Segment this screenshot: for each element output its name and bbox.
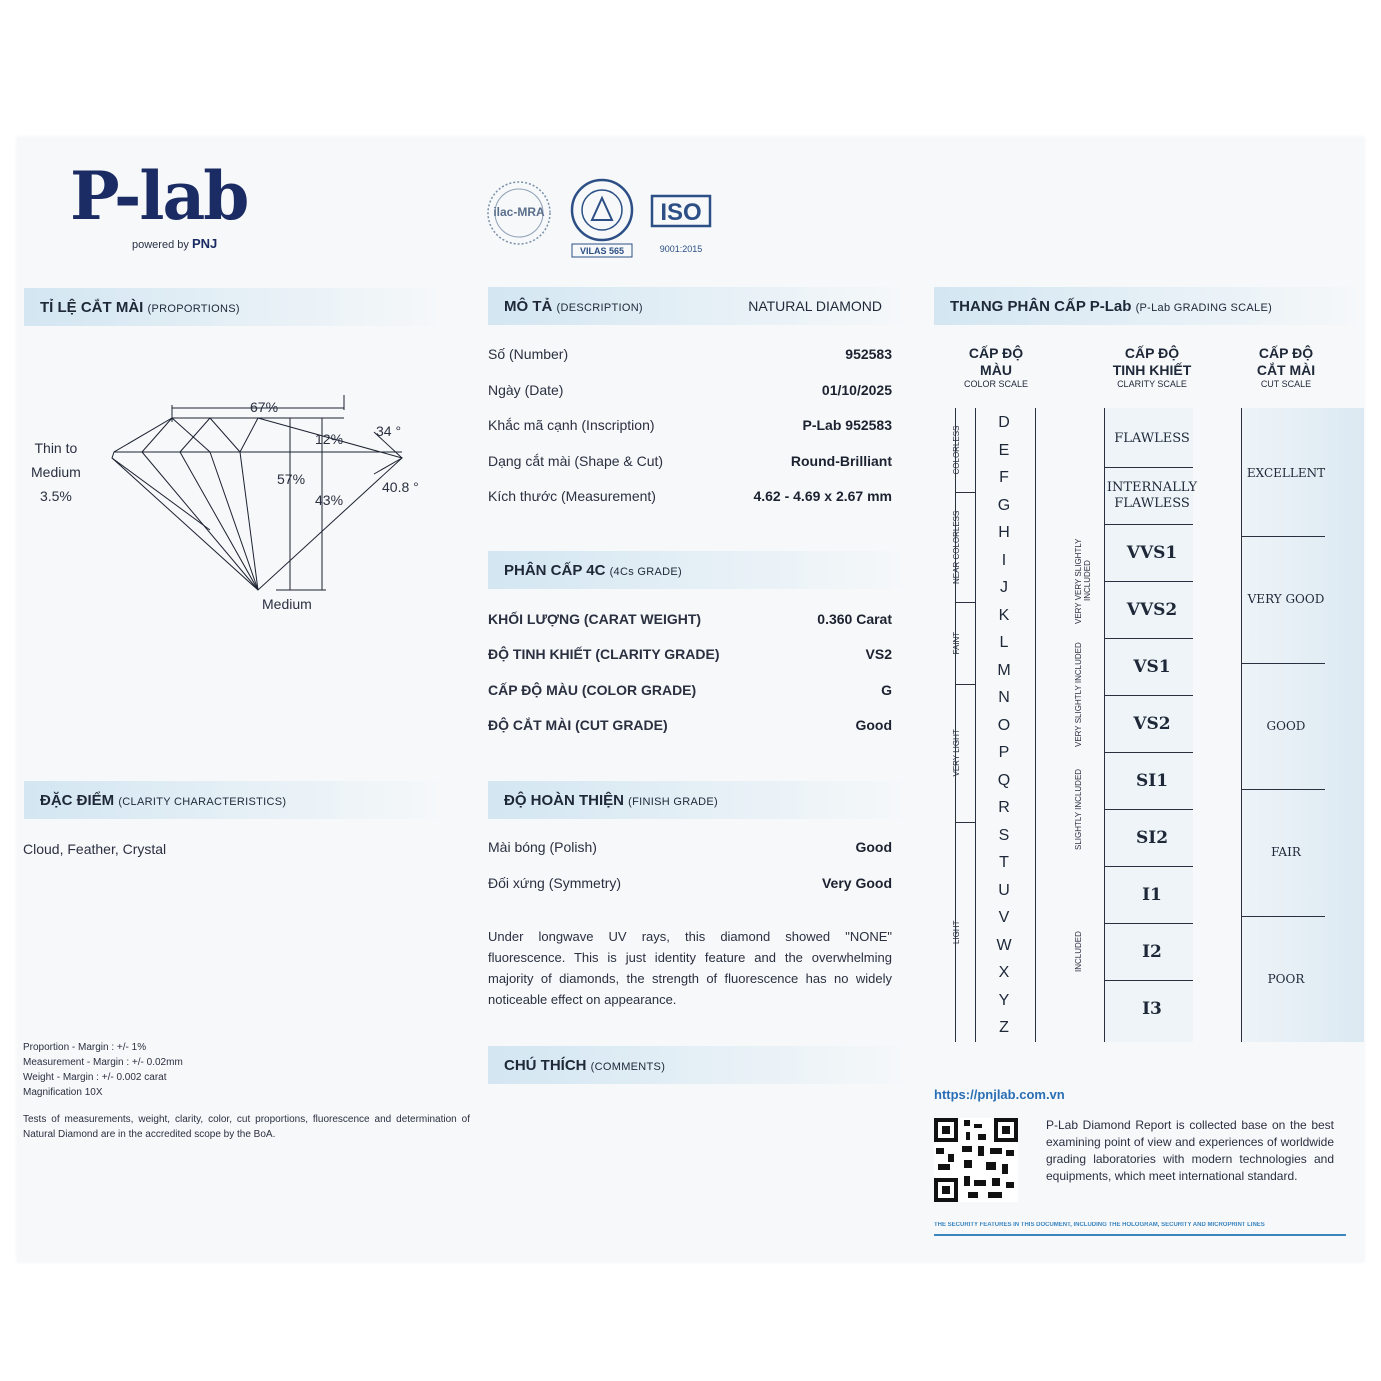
color-letter-l: L bbox=[999, 634, 1009, 651]
color-letter-h: H bbox=[998, 524, 1010, 541]
clarity-grade-row: ĐỘ TINH KHIẾT (CLARITY GRADE) VS2 bbox=[488, 646, 892, 662]
accreditation-scope: Tests of measurements, weight, clarity, color, cut proportions, fluorescence and determination of Natural Diamond are in the accredited scope by the BoA. bbox=[23, 1114, 470, 1140]
color-group-divider bbox=[955, 492, 975, 493]
crown-angle: 34 ° bbox=[376, 423, 402, 439]
color-group-label: NEAR COLORLESS bbox=[952, 509, 961, 584]
color-letter-m: M bbox=[997, 661, 1011, 679]
seal-ilac-text: ilac-MRA bbox=[493, 205, 545, 219]
color-grade-row: CẤP ĐỘ MÀU (COLOR GRADE) G bbox=[488, 682, 892, 698]
clarity-divider bbox=[1105, 752, 1193, 753]
color-group-divider bbox=[955, 602, 975, 603]
iso-badge-icon bbox=[650, 194, 714, 256]
clarity-group-label: VERY VERY SLIGHTLY INCLUDED bbox=[1074, 538, 1092, 624]
cut-divider bbox=[1241, 916, 1325, 917]
clarity-characteristics-value: Cloud, Feather, Crystal bbox=[23, 841, 167, 857]
iso-text: ISO bbox=[660, 199, 702, 226]
cut-grade-poor: POOR bbox=[1267, 971, 1305, 986]
clarity-divider bbox=[1105, 923, 1193, 924]
clarity-divider bbox=[1105, 695, 1193, 696]
clarity-grade-vvs2: VVS2 bbox=[1126, 599, 1178, 620]
finish-header: ĐỘ HOÀN THIỆN (FINISH GRADE) bbox=[488, 781, 908, 819]
color-letter-j: J bbox=[1000, 579, 1008, 596]
clarity-group-label: INCLUDED bbox=[1074, 931, 1083, 972]
cut-grade-very-good: VERY GOOD bbox=[1247, 592, 1325, 607]
clarity-divider bbox=[1105, 467, 1193, 468]
shape-cut-row: Dạng cắt mài (Shape & Cut) Round-Brilliant bbox=[488, 453, 892, 469]
pavilion-percent: 43% bbox=[315, 492, 344, 508]
cut-divider bbox=[1241, 789, 1325, 790]
grading-scale-header: THANG PHÂN CẤP P-Lab (P-Lab GRADING SCALE) bbox=[934, 287, 1364, 325]
grade-4c-header: PHÂN CẤP 4C (4Cs GRADE) bbox=[488, 551, 908, 589]
color-letter-z: Z bbox=[999, 1019, 1009, 1036]
date-row: Ngày (Date) 01/10/2025 bbox=[488, 382, 892, 398]
clarity-divider bbox=[1105, 524, 1193, 525]
color-letter-i: I bbox=[1001, 551, 1007, 569]
color-group-label: COLORLESS bbox=[952, 425, 961, 475]
polish-row: Mài bóng (Polish) Good bbox=[488, 839, 892, 855]
comments-header: CHÚ THÍCH (COMMENTS) bbox=[488, 1046, 908, 1084]
proportions-header: TỈ LỆ CẮT MÀI (PROPORTIONS) bbox=[24, 288, 444, 326]
color-letter-n: N bbox=[998, 689, 1010, 706]
color-scale-head: CẤP ĐỘ MÀU COLOR SCALE bbox=[963, 345, 1029, 389]
color-letter-d: D bbox=[998, 414, 1010, 431]
clarity-divider bbox=[1105, 809, 1193, 810]
powered-by: powered by PNJ bbox=[132, 236, 218, 251]
security-microprint: THE SECURITY FEATURES IN THIS DOCUMENT, INCLUDING THE HOLOGRAM, SECURITY AND MICROPRINT LINES bbox=[934, 1222, 1265, 1228]
color-group-divider bbox=[955, 684, 975, 685]
clarity-grade-internally-flawless: INTERNALLY FLAWLESS bbox=[1106, 479, 1198, 511]
pavilion-angle: 40.8 ° bbox=[382, 479, 419, 495]
cut-scale-left-line bbox=[1241, 408, 1242, 1042]
carat-row: KHỐI LƯỢNG (CARAT WEIGHT) 0.360 Carat bbox=[488, 611, 892, 627]
number-row: Số (Number) 952583 bbox=[488, 346, 892, 362]
cut-grade-excellent: EXCELLENT bbox=[1246, 466, 1326, 480]
color-letter-f: F bbox=[999, 469, 1009, 486]
color-letter-e: E bbox=[998, 441, 1010, 459]
color-group-divider bbox=[955, 822, 975, 823]
cut-grade-row: ĐỘ CẮT MÀI (CUT GRADE) Good bbox=[488, 717, 892, 733]
vilas-seal-icon bbox=[566, 178, 638, 260]
color-letter-r: R bbox=[998, 799, 1010, 816]
table-percent: 67% bbox=[250, 399, 279, 415]
clarity-divider bbox=[1105, 866, 1193, 867]
clarity-divider bbox=[1105, 980, 1193, 981]
iso-sub-text: 9001:2015 bbox=[659, 244, 703, 254]
report-about: P-Lab Diamond Report is collected base on the best examining point of view and experiences of worldwide grading laboratories with modern technologies and equipments, which meet international standard. bbox=[1046, 1118, 1334, 1183]
clarity-divider bbox=[1105, 581, 1193, 582]
color-letter-v: V bbox=[998, 909, 1010, 926]
clarity-grade-si2: SI2 bbox=[1135, 827, 1169, 848]
cut-scale-head: CẤP ĐỘ CẮT MÀI CUT SCALE bbox=[1256, 345, 1316, 389]
plab-logo: P-lab bbox=[70, 157, 248, 235]
measurement-row: Kích thước (Measurement) 4.62 - 4.69 x 2.67 mm bbox=[488, 488, 892, 504]
color-letter-u: U bbox=[998, 881, 1010, 899]
security-line bbox=[934, 1234, 1346, 1236]
color-letter-o: O bbox=[997, 716, 1011, 734]
vilas-text: VILAS 565 bbox=[579, 246, 625, 256]
color-letter-t: T bbox=[999, 854, 1009, 871]
culet-label: Medium bbox=[262, 596, 312, 612]
clarity-grade-i2: I2 bbox=[1142, 941, 1162, 962]
color-group-label: LIGHT bbox=[952, 919, 961, 944]
color-letter-w: W bbox=[996, 936, 1012, 954]
color-letter-g: G bbox=[997, 496, 1011, 514]
website-link[interactable]: https://pnjlab.com.vn bbox=[934, 1087, 1065, 1102]
clarity-grade-flawless: FLAWLESS bbox=[1114, 430, 1190, 446]
cut-grade-fair: FAIR bbox=[1271, 845, 1301, 860]
total-depth-percent: 57% bbox=[277, 471, 306, 487]
symmetry-row: Đối xứng (Symmetry) Very Good bbox=[488, 875, 892, 891]
cut-divider bbox=[1241, 536, 1325, 537]
clarity-grade-i1: I1 bbox=[1142, 884, 1162, 905]
clarity-divider bbox=[1105, 638, 1193, 639]
clarity-grade-vvs1: VVS1 bbox=[1126, 542, 1178, 563]
clarity-characteristics-header: ĐẶC ĐIỂM (CLARITY CHARACTERISTICS) bbox=[24, 781, 444, 819]
cut-grade-good: GOOD bbox=[1266, 718, 1306, 733]
description-value: NATURAL DIAMOND bbox=[748, 298, 882, 314]
color-group-label: VERY LIGHT bbox=[952, 729, 961, 777]
color-letter-k: K bbox=[998, 606, 1010, 624]
color-scale-inner-line bbox=[975, 408, 976, 1042]
clarity-grade-vs1: VS1 bbox=[1133, 656, 1171, 677]
ilac-mra-seal-icon bbox=[486, 180, 552, 246]
color-group-label: FAINT bbox=[952, 631, 961, 655]
clarity-group-label: VERY SLIGHTLY INCLUDED bbox=[1074, 642, 1083, 748]
girdle-label: Thin to Medium 3.5% bbox=[31, 440, 81, 504]
color-letter-s: S bbox=[998, 826, 1010, 844]
clarity-grade-i3: I3 bbox=[1142, 998, 1162, 1019]
clarity-scale-head: CẤP ĐỘ TINH KHIẾT CLARITY SCALE bbox=[1112, 345, 1192, 389]
clarity-grade-si1: SI1 bbox=[1135, 770, 1169, 791]
color-scale-right-line bbox=[1035, 408, 1036, 1042]
color-letter-y: Y bbox=[998, 991, 1010, 1009]
crown-percent: 12% bbox=[315, 431, 344, 447]
qr-code-icon bbox=[934, 1118, 1018, 1202]
fluorescence-note: Under longwave UV rays, this diamond showed "NONE" fluorescence. This is just identity feature and the overwhelming majority of diamonds, the strength of fluorescence has no widely noticeable effect on appearance. bbox=[488, 929, 892, 1007]
inscription-row: Khắc mã cạnh (Inscription) P-Lab 952583 bbox=[488, 417, 892, 433]
color-letter-x: X bbox=[998, 964, 1010, 981]
color-letter-p: P bbox=[998, 744, 1010, 761]
clarity-grade-vs2: VS2 bbox=[1133, 713, 1171, 734]
clarity-group-label: SLIGHTLY INCLUDED bbox=[1074, 768, 1083, 850]
cut-divider bbox=[1241, 663, 1325, 664]
color-letter-q: Q bbox=[997, 771, 1011, 789]
description-header: MÔ TẢ (DESCRIPTION) NATURAL DIAMOND bbox=[488, 287, 908, 325]
diamond-profile-diagram bbox=[100, 390, 430, 620]
margins-notes: Proportion - Margin : +/- 1% Measurement - Margin : +/- 0.02mm Weight - Margin : +/- 0.002 carat Magnification 10X bbox=[23, 1042, 183, 1098]
